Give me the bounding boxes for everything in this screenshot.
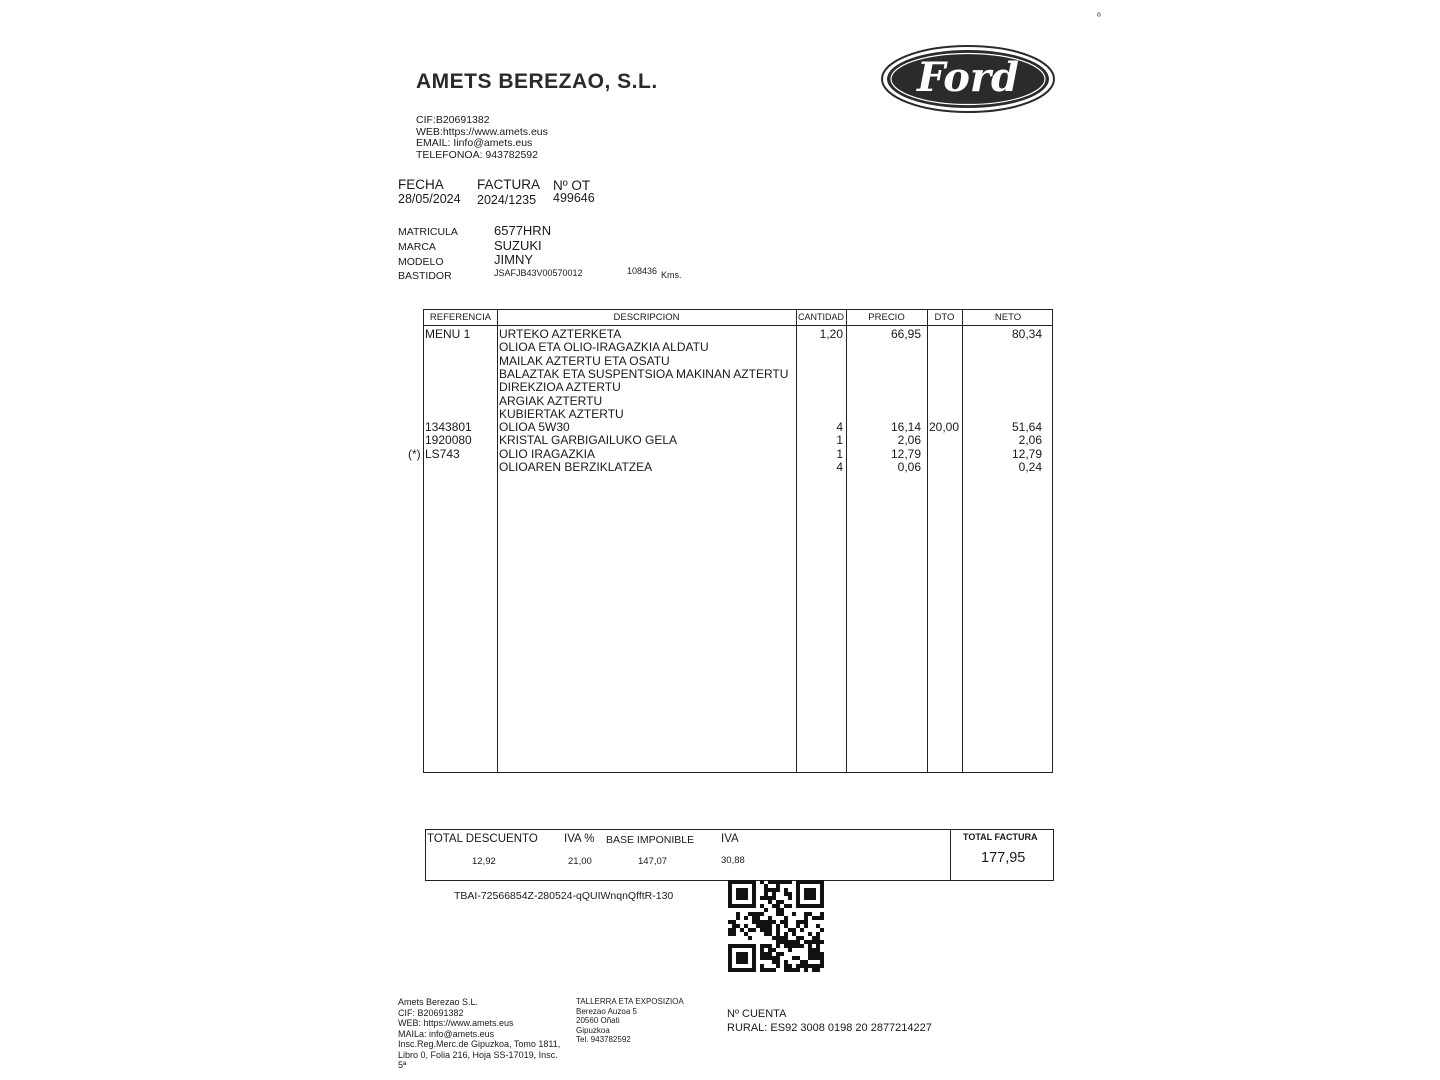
tbai-code: TBAI-72566854Z-280524-qQUIWnqnQfftR-130 xyxy=(454,890,674,902)
row-neto: 80,34 xyxy=(1011,327,1042,341)
row-referencia: 1343801 xyxy=(425,420,472,435)
base-imponible-value: 147,07 xyxy=(638,856,668,867)
iva-label: IVA xyxy=(721,833,739,845)
total-factura-value: 177,95 xyxy=(981,850,1026,866)
qr-code xyxy=(728,880,824,972)
row-precio: 16,14 xyxy=(890,420,921,435)
ford-logo-text: Ford xyxy=(917,54,1019,101)
bank-label: Nº CUENTA xyxy=(727,1008,787,1020)
row-precio: 0,06 xyxy=(897,460,921,474)
row-cantidad: 4 xyxy=(836,460,843,474)
footer-company-line: WEB: https://www.amets.eus xyxy=(398,1018,514,1028)
row-neto: 0,24 xyxy=(1018,460,1042,474)
kms-unit: Kms. xyxy=(661,270,682,280)
footer-workshop-line: TALLERRA ETA EXPOSIZIOA xyxy=(576,997,684,1006)
row-descripcion: OLIOA ETA OLIO-IRAGAZKIA ALDATU xyxy=(499,340,709,355)
table-row xyxy=(424,461,1052,475)
bastidor-label: BASTIDOR xyxy=(398,270,452,282)
row-cantidad: 4 xyxy=(836,420,843,435)
footer-bank xyxy=(727,1008,932,1035)
col-referencia: REFERENCIA xyxy=(429,312,492,323)
row-neto: 12,79 xyxy=(1011,446,1042,461)
modelo-value: JIMNY xyxy=(494,252,533,267)
row-referencia: 1920080 xyxy=(425,433,472,448)
kms-value: 108436 xyxy=(627,266,658,276)
table-row xyxy=(424,381,1052,395)
ot-value: 499646 xyxy=(553,191,595,205)
footer-workshop-line: Berezao Auzoa 5 xyxy=(576,1006,637,1016)
items-table xyxy=(408,309,1053,773)
row-descripcion: DIREKZIOA AZTERTU xyxy=(499,380,621,395)
row-neto: 51,64 xyxy=(1011,420,1042,435)
row-descripcion: OLIOA 5W30 xyxy=(499,420,570,435)
row-dto: 20,00 xyxy=(929,420,960,435)
total-descuento-value: 12,92 xyxy=(472,856,496,867)
bank-account: RURAL: ES92 3008 0198 20 2877214227 xyxy=(727,1021,932,1034)
ford-logo xyxy=(880,44,1056,114)
company-name: AMETS BEREZAO, S.L. xyxy=(416,70,658,93)
base-imponible-label: BASE IMPONIBLE xyxy=(606,834,695,846)
corner-mark: ᵒ xyxy=(1097,11,1101,22)
row-precio: 66,95 xyxy=(890,327,921,341)
company-contact xyxy=(416,115,548,161)
footer-company-line: Amets Berezao S.L. xyxy=(398,997,479,1007)
factura-value: 2024/1235 xyxy=(477,193,537,207)
footer-company-line: CIF: B20691382 xyxy=(398,1007,464,1018)
fecha-label: FECHA xyxy=(398,177,444,192)
col-dto: DTO xyxy=(934,312,955,323)
row-precio: 12,79 xyxy=(890,446,921,461)
footer-company-line: 5ª xyxy=(398,1060,407,1070)
factura-label: FACTURA xyxy=(477,177,541,192)
row-descripcion: OLIO IRAGAZKIA xyxy=(499,446,596,461)
fecha-value: 28/05/2024 xyxy=(398,192,461,206)
total-factura-label: TOTAL FACTURA xyxy=(963,832,1038,842)
company-web: WEB:https://www.amets.eus xyxy=(416,125,548,138)
row-descripcion: URTEKO AZTERKETA xyxy=(499,327,622,341)
row-mark: (*) xyxy=(408,446,421,461)
totals-box xyxy=(425,829,1054,881)
col-neto: NETO xyxy=(994,312,1022,323)
col-precio: PRECIO xyxy=(868,312,905,323)
footer-company-line: MAILa: info@amets.eus xyxy=(398,1028,495,1039)
row-referencia: LS743 xyxy=(425,446,460,461)
marca-label: MARCA xyxy=(398,241,436,253)
footer-company-line: Libro 0, Folia 216, Hoja SS-17019, Insc. xyxy=(398,1049,558,1060)
row-descripcion: MAILAK AZTERTU ETA OSATU xyxy=(499,353,670,368)
row-precio: 2,06 xyxy=(897,433,921,448)
company-phone: TELEFONOA: 943782592 xyxy=(416,148,538,161)
table-row xyxy=(424,395,1052,409)
company-email: EMAIL: Iinfo@amets.eus xyxy=(416,137,533,149)
row-descripcion: ARGIAK AZTERTU xyxy=(499,393,603,408)
modelo-label: MODELO xyxy=(398,256,444,268)
matricula-label: MATRICULA xyxy=(398,226,458,238)
iva-pct-label: IVA % xyxy=(564,833,595,845)
row-descripcion: KRISTAL GARBIGAILUKO GELA xyxy=(499,433,678,448)
row-referencia: MENU 1 xyxy=(425,327,471,341)
row-descripcion: OLIOAREN BERZIKLATZEA xyxy=(499,460,653,474)
col-cantidad: CANTIDAD xyxy=(797,312,844,322)
row-cantidad: 1 xyxy=(836,446,843,461)
ot-label: Nº OT xyxy=(553,178,591,193)
marca-value: SUZUKI xyxy=(494,238,542,253)
footer-company-line: Insc.Reg.Merc.de Gipuzkoa, Tomo 1811, xyxy=(398,1039,561,1049)
row-cantidad: 1,20 xyxy=(819,327,843,341)
matricula-value: 6577HRN xyxy=(494,223,552,238)
table-row xyxy=(424,434,1052,448)
total-descuento-label: TOTAL DESCUENTO xyxy=(427,833,538,845)
footer-workshop-line: Tel. 943782592 xyxy=(576,1035,631,1044)
table-row xyxy=(424,341,1052,355)
bastidor-value: JSAFJB43V00570012 xyxy=(494,268,583,278)
footer-workshop xyxy=(576,997,684,1045)
row-descripcion: KUBIERTAK AZTERTU xyxy=(499,406,624,421)
company-cif: CIF:B20691382 xyxy=(416,114,490,126)
col-descripcion: DESCRIPCION xyxy=(613,312,680,323)
iva-value: 30,88 xyxy=(721,855,745,866)
row-descripcion: BALAZTAK ETA SUSPENTSIOA MAKINAN AZTERTU xyxy=(499,366,789,381)
row-neto: 2,06 xyxy=(1018,433,1042,448)
footer-workshop-line: 20560 Oñati xyxy=(576,1016,620,1025)
iva-pct-value: 21,00 xyxy=(568,856,592,867)
footer-company xyxy=(398,997,560,1071)
row-cantidad: 1 xyxy=(836,433,843,448)
footer-workshop-line: Gipuzkoa xyxy=(576,1025,610,1035)
